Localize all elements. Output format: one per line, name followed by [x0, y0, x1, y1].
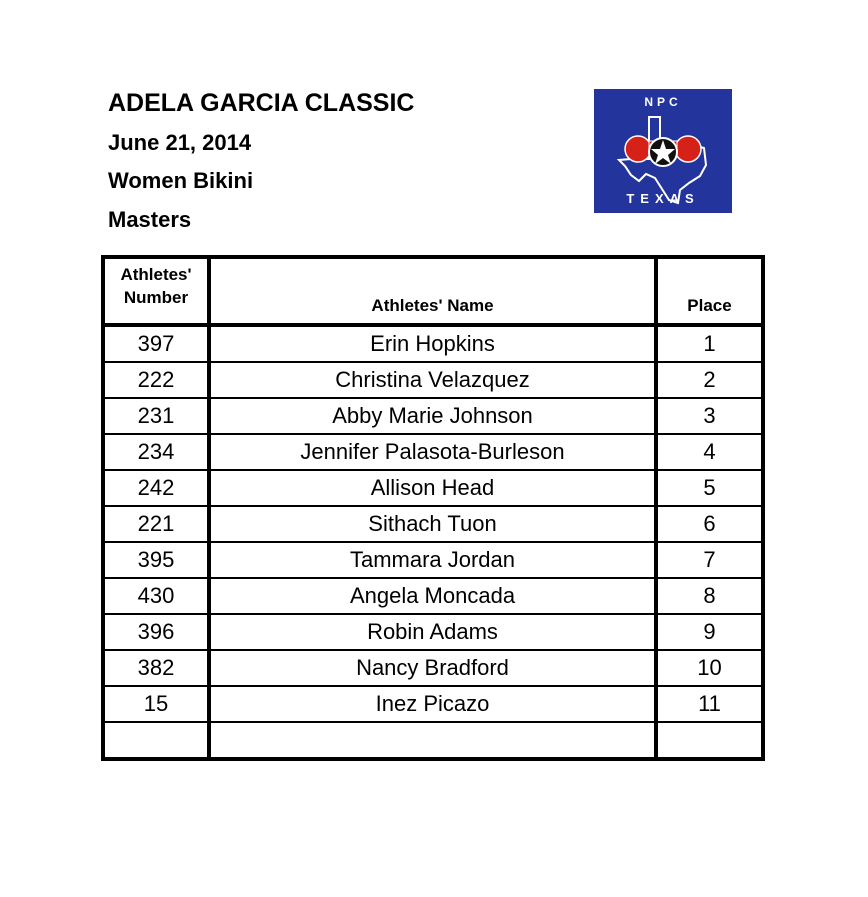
- table-row: [103, 434, 763, 470]
- table-row: [103, 470, 763, 506]
- athlete-name-cell: Allison Head: [209, 470, 656, 506]
- athlete-number-cell: 15: [103, 686, 209, 722]
- athlete-name-cell: Erin Hopkins: [209, 325, 656, 362]
- athlete-number-cell: 222: [103, 362, 209, 398]
- table-row: [103, 325, 763, 362]
- logo-top-text: NPC: [644, 95, 682, 109]
- athlete-name-cell: Sithach Tuon: [209, 506, 656, 542]
- place-cell: 1: [656, 325, 763, 362]
- athlete-name-cell: Nancy Bradford: [209, 650, 656, 686]
- table-row: [103, 686, 763, 722]
- athlete-name-cell: Inez Picazo: [209, 686, 656, 722]
- place-cell: 3: [656, 398, 763, 434]
- place-header: Place: [656, 257, 763, 325]
- results-table: [101, 255, 765, 761]
- left-boxing-glove-icon: [625, 136, 651, 162]
- place-cell: 8: [656, 578, 763, 614]
- athlete-number-cell: 395: [103, 542, 209, 578]
- athlete-number-cell: 396: [103, 614, 209, 650]
- athlete-name-cell: Abby Marie Johnson: [209, 398, 656, 434]
- table-row: [103, 506, 763, 542]
- place-cell: 5: [656, 470, 763, 506]
- table-row: [103, 398, 763, 434]
- npc-texas-logo-icon: [594, 89, 732, 213]
- athlete-number-cell: 221: [103, 506, 209, 542]
- athlete-number-cell: 242: [103, 470, 209, 506]
- place-cell: [656, 722, 763, 759]
- athlete-name-header: Athletes' Name: [209, 257, 656, 325]
- table-row: [103, 650, 763, 686]
- athlete-number-cell: 231: [103, 398, 209, 434]
- place-cell: 9: [656, 614, 763, 650]
- athlete-number-header-line2: Number: [123, 288, 189, 307]
- athlete-name-cell: [209, 722, 656, 759]
- logo-bottom-text: TEXAS: [626, 191, 700, 206]
- athlete-number-header-line1: Athletes': [120, 265, 192, 284]
- athlete-number-cell: 397: [103, 325, 209, 362]
- table-header-row: [103, 257, 763, 325]
- place-cell: 2: [656, 362, 763, 398]
- athlete-name-cell: Robin Adams: [209, 614, 656, 650]
- event-date: June 21, 2014: [108, 130, 252, 155]
- athlete-number-cell: 234: [103, 434, 209, 470]
- athlete-name-cell: Angela Moncada: [209, 578, 656, 614]
- table-row: [103, 614, 763, 650]
- athlete-name-cell: Jennifer Palasota-Burleson: [209, 434, 656, 470]
- table-row: [103, 362, 763, 398]
- athlete-number-cell: [103, 722, 209, 759]
- athlete-name-cell: Christina Velazquez: [209, 362, 656, 398]
- event-title: ADELA GARCIA CLASSIC: [108, 89, 415, 117]
- place-cell: 6: [656, 506, 763, 542]
- place-cell: 10: [656, 650, 763, 686]
- athlete-number-header: [103, 257, 209, 325]
- right-boxing-glove-icon: [675, 136, 701, 162]
- place-cell: 4: [656, 434, 763, 470]
- place-cell: 11: [656, 686, 763, 722]
- place-cell: 7: [656, 542, 763, 578]
- table-row: [103, 578, 763, 614]
- athlete-name-cell: Tammara Jordan: [209, 542, 656, 578]
- table-row-empty: [103, 722, 763, 759]
- athlete-number-cell: 430: [103, 578, 209, 614]
- event-class: Masters: [108, 207, 192, 232]
- table-row: [103, 542, 763, 578]
- event-division: Women Bikini: [108, 168, 254, 193]
- athlete-number-cell: 382: [103, 650, 209, 686]
